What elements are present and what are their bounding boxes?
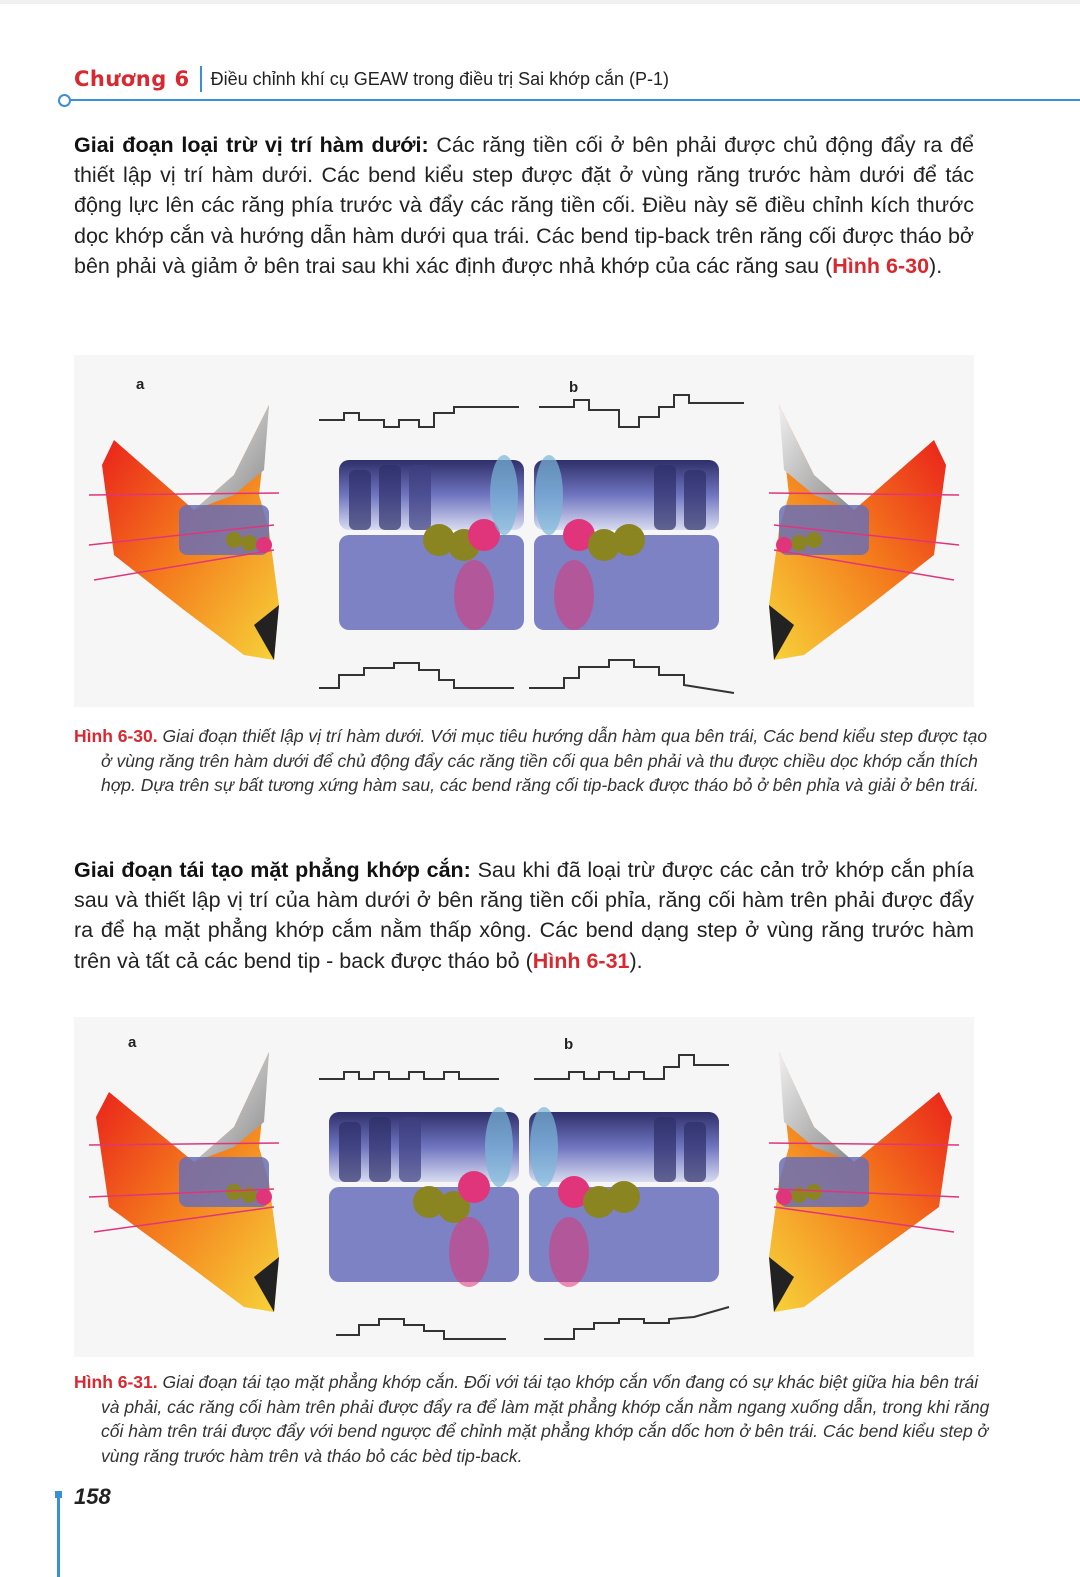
- caption-label: Hình 6-31.: [74, 1372, 158, 1392]
- section-tail: ).: [629, 948, 643, 973]
- caption-label: Hình 6-30.: [74, 726, 158, 746]
- dental-arch-left: [339, 455, 524, 630]
- caption-text: Giai đoạn thiết lập vị trí hàm dưới. Với mục tiêu hướng dẫn hàm qua bên trái, Các bend kiểu step được tạo ở vùng răng trên hàm dưới để chủ động đẩy các răng tiền cối qua bên phải và thu được chiều dọc khớp cắn thích hợp. Dựa trên sự bất tương xứng hàm sau, các bend răng cối tip-back được tháo bỏ ở bên phỉa và giải ở bên trái.: [101, 726, 988, 795]
- figure-6-31-caption: [74, 1370, 1001, 1468]
- figure-6-31: [74, 1017, 974, 1357]
- left-mandible-graphic: [89, 405, 279, 660]
- caption-text: Giai đoạn tái tạo mặt phẳng khớp cắn. Đối với tái tạo khớp cắn vốn đang có sự khác biệt giữa hia bên trái và phải, các răng cối hàm trên phải được đẩy ra để làm mặt phẳng khớp cắn nằm ngang xuống dẫn, trong khi răng cối hàm trên trái được đẩy với bend ngược để chỉnh mặt phẳng khớp cắn dốc hơn ở bên trái. Các bend kiểu step ở vùng răng trước hàm trên và tháo bỏ các bèd tip-back.: [101, 1372, 990, 1466]
- footer-rule: [57, 1497, 60, 1577]
- occlusion-illustration: [74, 355, 974, 707]
- running-header: [74, 64, 669, 94]
- page-number: 158: [74, 1484, 111, 1509]
- top-strip: [0, 0, 1080, 4]
- header-rule: [66, 99, 1080, 101]
- section-body: Các răng tiền cối ở bên phải được chủ động đẩy ra để thiết lập vị trí hàm dưới. Các bend kiểu step được đặt ở vùng răng trước hàm dưới để tác động lực lên các răng phía trước và đẩy các răng tiền cối. Điều này sẽ điều chỉnh kích thước dọc khớp cắn và hướng dẫn hàm dưới qua trái. Các bend tip-back trên răng cối được tháo bở bên phải và giảm ở bên trai sau khi xác định được nhả khớp của các răng sau (: [74, 133, 974, 278]
- figure-reference: Hình 6-30: [832, 253, 930, 278]
- panel-a-label: a: [136, 376, 145, 393]
- header-divider: [200, 66, 202, 92]
- panel-a-label: a: [128, 1034, 137, 1051]
- figure-reference: Hình 6-31: [532, 948, 630, 973]
- dental-arch-right: [534, 455, 719, 630]
- right-mandible-graphic: [769, 405, 959, 660]
- figure-6-30-caption: [74, 724, 1001, 798]
- occlusion-illustration: [74, 1017, 974, 1357]
- dental-arch-left: [329, 1107, 519, 1287]
- section-lead: Giai đoạn loại trừ vị trí hàm dưới:: [74, 133, 429, 157]
- dental-arch-right: [529, 1107, 719, 1287]
- section-body: Sau khi đã loại trừ được các cản trở khớp cắn phía sau và thiết lập vị trí của hàm dưới ở bên răng tiền cối phỉa, răng cối hàm trên phải được đẩy ra để hạ mặt phẳng khớp cắm nằm thấp xông. Các bend dạng step ở vùng răng trước hàm trên và tất cả các bend tip - back được tháo bỏ (: [74, 858, 975, 973]
- right-mandible-graphic: [769, 1052, 959, 1312]
- panel-b-label: b: [564, 1036, 574, 1053]
- figure-6-30: [74, 355, 974, 707]
- section-lead: Giai đoạn tái tạo mặt phẳng khớp cắn:: [74, 858, 471, 882]
- chapter-title: Điều chỉnh khí cụ GEAW trong điều trị Sai khớp cắn (P-1): [210, 68, 669, 89]
- left-mandible-graphic: [89, 1052, 279, 1312]
- section-lower-jaw-positioning: [74, 130, 974, 281]
- header-rule-dot: [58, 94, 71, 107]
- chapter-label: Chương 6: [74, 67, 190, 91]
- section-occlusal-plane-reconstruction: [74, 855, 974, 976]
- section-tail: ).: [929, 253, 943, 278]
- panel-b-label: b: [569, 379, 579, 396]
